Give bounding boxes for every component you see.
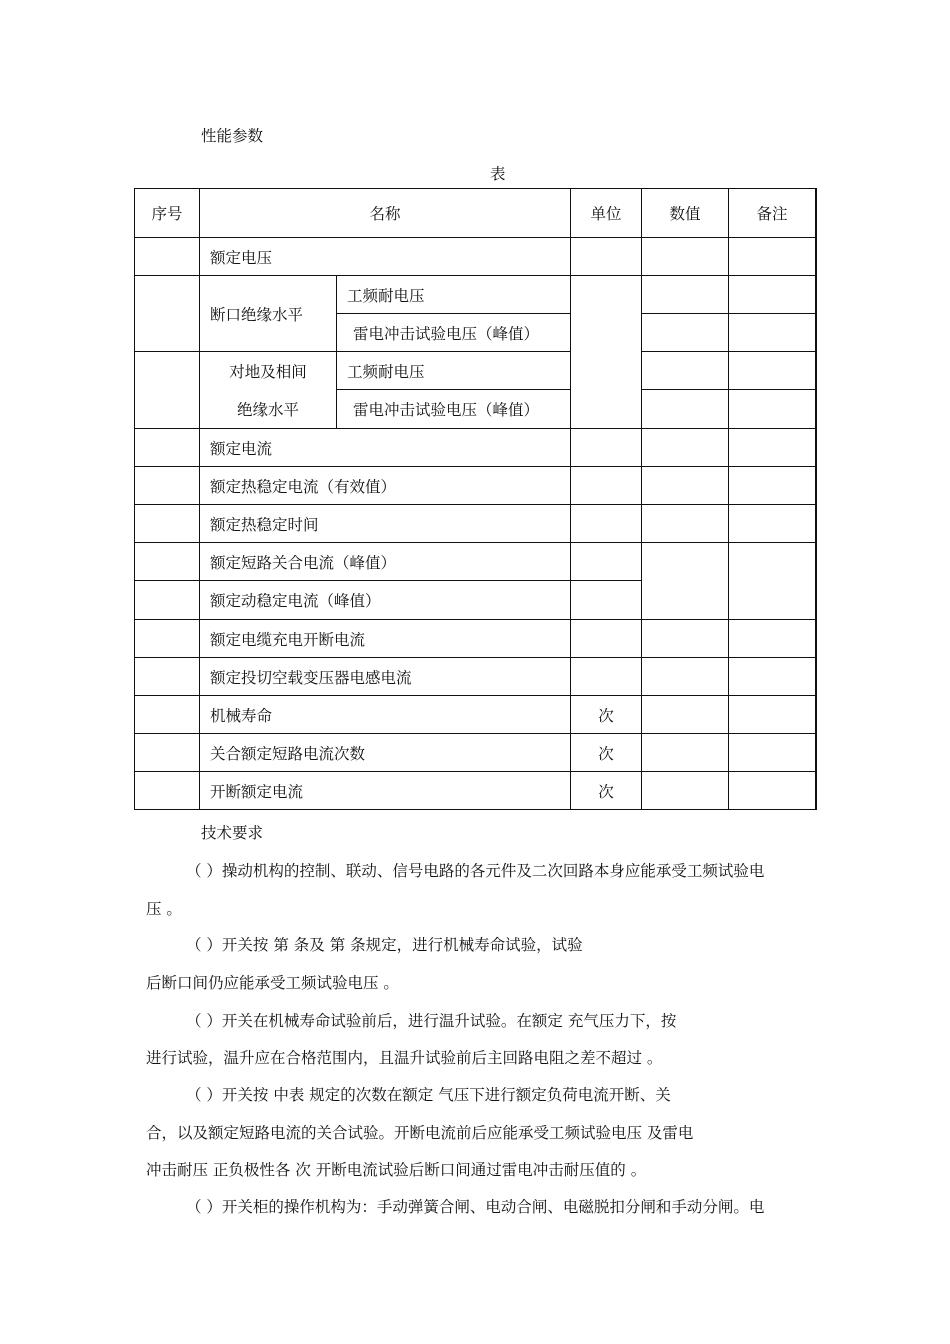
paragraph-1-line2: 压 。 (146, 900, 182, 918)
row-lightning: 雷电冲击试验电压（峰值） (353, 324, 540, 343)
paragraph-1-line1: （ ）操动机构的控制、联动、信号电路的各元件及二次回路本身应能承受工频试验电 (186, 862, 765, 880)
row-mech-life: 机械寿命 (210, 706, 273, 725)
row-short-circuit-making: 额定短路关合电流（峰值） (210, 553, 397, 572)
header-name: 名称 (369, 205, 401, 223)
paragraph-3-line1: （ ）开关在机械寿命试验前后，进行温升试验。在额定 充气压力下，按 (186, 1012, 677, 1030)
paragraph-4-line3: 冲击耐压 正负极性各 次 开断电流试验后断口间通过雷电冲击耐压值的 。 (146, 1161, 647, 1179)
paragraph-3-line2: 进行试验，温升应在合格范围内，且温升试验前后主回路电阻之差不超过 。 (146, 1049, 663, 1067)
row-thermal-current: 额定热稳定电流（有效值） (210, 477, 397, 496)
row-breaking-current-unit: 次 (598, 782, 614, 801)
row-dynamic-current: 额定动稳定电流（峰值） (210, 592, 381, 610)
row-breaking-current: 开断额定电流 (210, 782, 304, 801)
table-caption: 表 (490, 165, 506, 183)
paragraph-2-line1: （ ）开关按 第 条及 第 条规定，进行机械寿命试验，试验 (186, 936, 583, 954)
header-index: 序号 (151, 205, 183, 223)
header-value: 数值 (669, 205, 701, 223)
row-ground-insulation-line2: 绝缘水平 (236, 401, 299, 419)
row-thermal-time: 额定热稳定时间 (210, 515, 319, 534)
row-lightning-2: 雷电冲击试验电压（峰值） (353, 401, 540, 419)
row-transformer-current: 额定投切空载变压器电感电流 (210, 668, 412, 687)
row-making-times-unit: 次 (598, 744, 614, 763)
row-mech-life-unit: 次 (598, 706, 614, 725)
row-ground-insulation-line1: 对地及相间 (229, 362, 307, 381)
row-rated-voltage: 额定电压 (210, 248, 273, 267)
row-power-freq: 工频耐电压 (347, 286, 425, 305)
paragraph-2-line2: 后断口间仍应能承受工频试验电压 。 (146, 974, 399, 992)
paragraph-4-line1: （ ）开关按 中表 规定的次数在额定 气压下进行额定负荷电流开断、关 (186, 1086, 671, 1104)
paragraph-5-line1: （ ）开关柜的操作机构为：手动弹簧合闸、电动合闸、电磁脱扣分闸和手动分闸。电 (186, 1198, 765, 1216)
row-making-times: 关合额定短路电流次数 (210, 744, 366, 763)
section-title-requirements: 技术要求 (201, 824, 264, 842)
row-power-freq-2: 工频耐电压 (347, 362, 425, 381)
row-break-insulation: 断口绝缘水平 (210, 305, 304, 324)
header-unit: 单位 (590, 205, 622, 223)
row-cable-charging: 额定电缆充电开断电流 (210, 630, 366, 649)
paragraph-4-line2: 合，以及额定短路电流的关合试验。开断电流前后应能承受工频试验电压 及雷电 (146, 1124, 694, 1142)
header-remark: 备注 (756, 205, 788, 223)
section-title-performance: 性能参数 (201, 127, 264, 145)
row-rated-current: 额定电流 (210, 439, 273, 458)
